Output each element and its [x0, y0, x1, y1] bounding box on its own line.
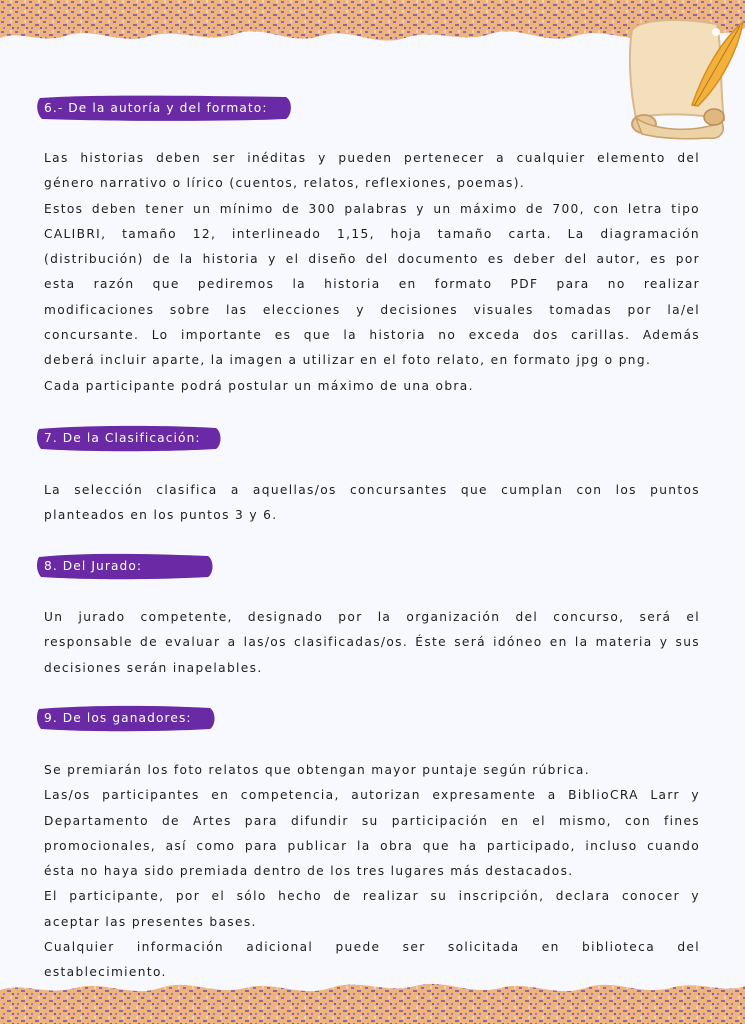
text-line: Un jurado competente, designado por la organización del concurso, será el: [44, 610, 700, 624]
text-line: Las/os participantes en competencia, autorizan expresamente a BiblioCRA Larr y: [44, 788, 700, 803]
text-line: responsable de evaluar a las/os clasificadas/os. Éste será idóneo en la materia y sus: [44, 635, 700, 650]
section-6-body: [44, 146, 700, 399]
text-line: CALIBRI, tamaño 12, interlineado 1,15, hoja tamaño carta. La diagramación: [44, 226, 700, 241]
section-heading-7-text: 7. De la Clasificación:: [44, 431, 201, 445]
text-line: ésta no haya sido premiada dentro de los tres lugares más destacados.: [44, 864, 574, 879]
parchment-scroll-quill-icon: [622, 10, 745, 145]
text-line: Departamento de Artes para difundir su participación en el mismo, con fines: [44, 813, 700, 828]
text-line: modificaciones sobre las elecciones y decisiones visuales tomadas por la/el: [44, 302, 700, 317]
section-heading-8-text: 8. Del Jurado:: [44, 559, 143, 573]
section-8-body: [44, 605, 700, 681]
text-line: (distribución) de la historia y el diseño del documento es deber del autor, es por: [44, 252, 700, 267]
text-line: Las historias deben ser inéditas y pueden pertenecer a cualquier elemento del: [44, 151, 700, 165]
section-7-body: [44, 478, 700, 529]
text-line: Se premiarán los foto relatos que obtengan mayor puntaje según rúbrica.: [44, 763, 590, 777]
section-heading-9: [36, 703, 216, 733]
text-line: Cada participante podrá postular un máximo de una obra.: [44, 378, 474, 393]
text-line: planteados en los puntos 3 y 6.: [44, 508, 278, 523]
section-heading-6: [36, 93, 294, 123]
bottom-decorative-border: [0, 976, 745, 1024]
text-line: Estos deben tener un mínimo de 300 palabras y un máximo de 700, con letra tipo: [44, 201, 700, 216]
text-line: deberá incluir aparte, la imagen a utilizar en el foto relato, en formato jpg o png.: [44, 353, 652, 368]
section-heading-7: [36, 423, 222, 453]
section-9-body: [44, 758, 700, 986]
text-line: aceptar las presentes bases.: [44, 914, 257, 929]
section-heading-8: [36, 551, 214, 581]
text-line: La selección clasifica a aquellas/os concursantes que cumplan con los puntos: [44, 483, 700, 497]
section-heading-9-text: 9. De los ganadores:: [44, 711, 192, 725]
section-heading-6-text: 6.- De la autoría y del formato:: [44, 101, 268, 115]
text-line: decisiones serán inapelables.: [44, 660, 263, 675]
text-line: promocionales, así como para publicar la obra que ha participado, incluso cuando: [44, 838, 700, 853]
text-line: Cualquier información adicional puede ser solicitada en biblioteca del: [44, 940, 700, 955]
text-line: El participante, por el sólo hecho de realizar su inscripción, declara conocer y: [44, 889, 700, 904]
text-line: género narrativo o lírico (cuentos, relatos, reflexiones, poemas).: [44, 176, 526, 191]
text-line: esta razón que pediremos la historia en formato PDF para no realizar: [44, 277, 700, 292]
text-line: concursante. Lo importante es que la historia no exceda dos carillas. Además: [44, 328, 700, 343]
text-line: establecimiento.: [44, 965, 167, 980]
